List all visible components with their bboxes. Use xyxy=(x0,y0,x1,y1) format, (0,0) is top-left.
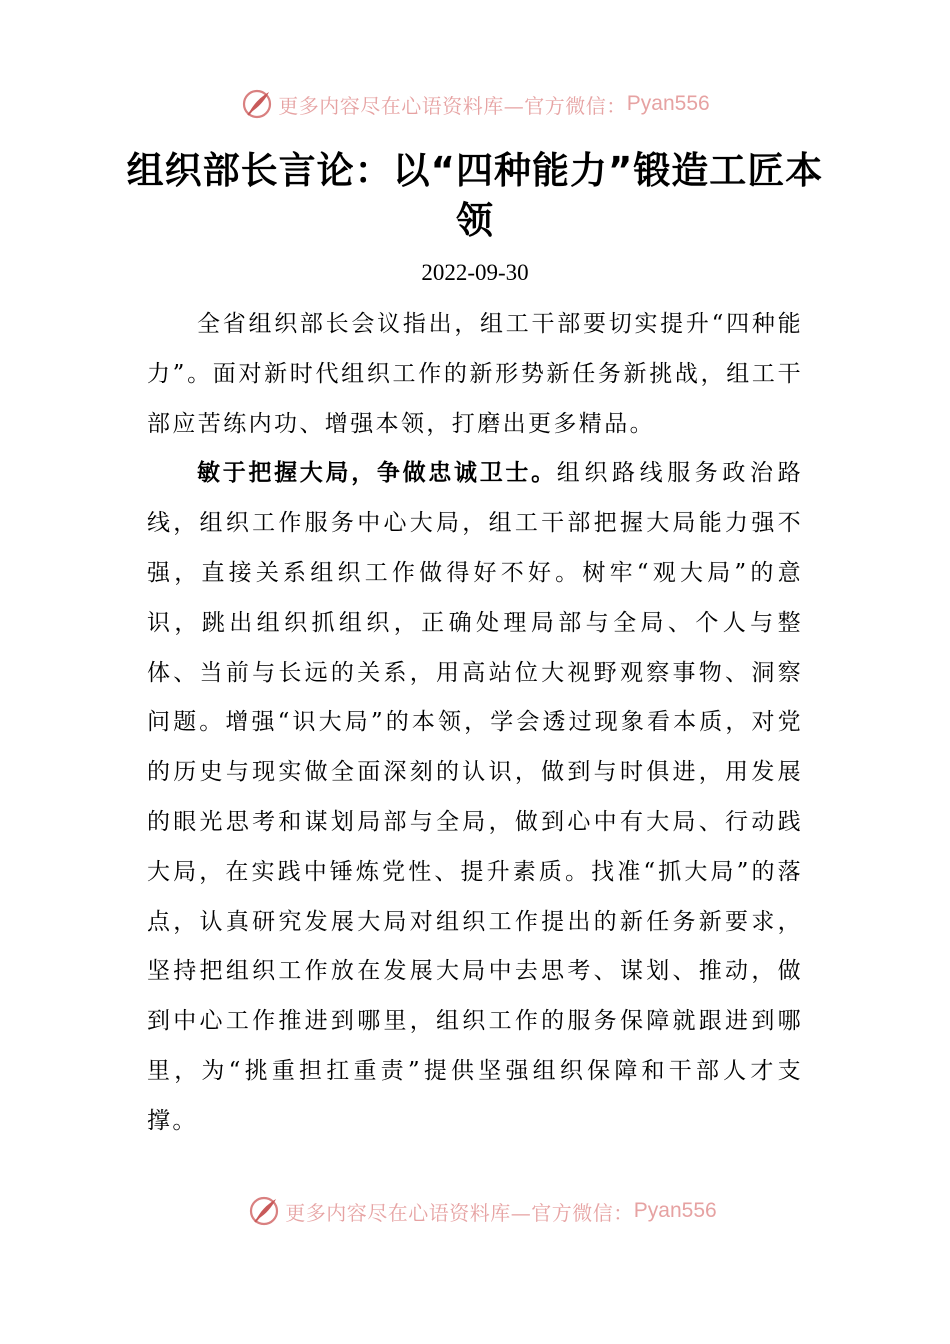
paragraph-intro xyxy=(147,300,803,449)
watermark-wechat-id: Pyan556 xyxy=(633,1199,717,1222)
paragraph-lead: 敏于把握大局，争做忠诚卫士。 xyxy=(197,460,557,487)
quill-pen-icon xyxy=(247,1194,281,1228)
quill-pen-icon xyxy=(240,87,274,121)
paragraph-text: 组织路线服务政治路线，组织工作服务中心大局，组工干部把握大局能力强不强，直接关系组织工作做得好不好。树牢“观大局”的意识，跳出组织抓组织，正确处理局部与全局、个人与整体、当前与长远的关系，用高站位大视野观察事物、洞察问题。增强“识大局”的本领，学会透过现象看本质，对党的历史与现实做全面深刻的认识，做到与时俱进，用发展的眼光思考和谋划局部与全局，做到心中有大局、行动践大局，在实践中锤炼党性、提升素质。找准“抓大局”的落点，认真研究发展大局对组织工作提出的新任务新要求，坚持把组织工作放在发展大局中去思考、谋划、推动，做到中心工作推进到哪里，组织工作的服务保障就跟进到哪里，为“挑重担扛重责”提供坚强组织保障和干部人才支撑。 xyxy=(147,460,803,1134)
watermark-text: 更多内容尽在心语资料库—官方微信： xyxy=(285,1200,634,1225)
page-title: 组织部长言论：以“四种能力”锻造工匠本领 xyxy=(126,149,824,242)
watermark-text: 更多内容尽在心语资料库—官方微信： xyxy=(278,93,627,118)
paragraph-grasp-overall xyxy=(147,449,803,1146)
article-body xyxy=(147,300,803,1147)
publish-date: 2022-09-30 xyxy=(421,260,529,285)
watermark-footer xyxy=(0,1191,950,1231)
watermark-wechat-id: Pyan556 xyxy=(626,92,710,115)
watermark-header xyxy=(0,84,950,124)
paragraph-text: 全省组织部长会议指出，组工干部要切实提升“四种能力”。面对新时代组织工作的新形势新任务新挑战，组工干部应苦练内功、增强本领，打磨出更多精品。 xyxy=(147,311,803,437)
